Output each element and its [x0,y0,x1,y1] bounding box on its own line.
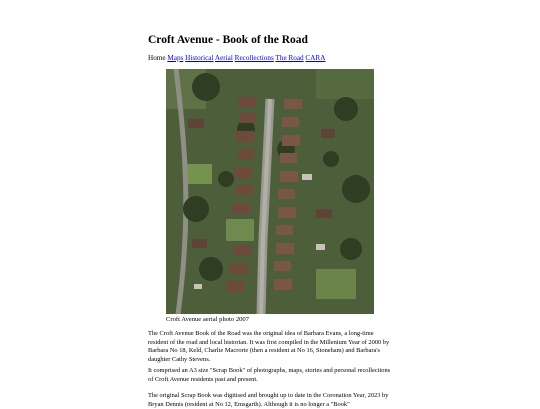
nav-link-historical[interactable]: Historical [185,54,214,62]
aerial-photo [166,69,374,314]
paragraph-intro: The Croft Avenue Book of the Road was the original idea of Barbara Evans, a long-time resident of the road and local historian. It was first compiled in the Millenium Year of 2000 by Barbara No 18, Keld, Charlie Macrorie (then a resident at No 16, Stoneham) and Barbara's daughter Cathy Stevens. [148,330,390,363]
page-title: Croft Avenue - Book of the Road [148,34,308,46]
nav-home: Home [148,54,166,62]
paragraph-digitised: The original Scrap Book was digitised and brought up to date in the Coronation Year, 2023 by Bryan Dennis (resident at No 12, Emsgarth). Although it is no longer a "Book" [148,392,389,408]
paragraph-scrapbook: It comprised an A3 size "Scrap Book" of photographs, maps, stories and personal recollections of Croft Avenue residents past and present. [148,367,391,383]
nav-bar [148,54,325,62]
nav-link-recollections[interactable]: Recollections [234,54,274,62]
nav-link-the-road[interactable]: The Road [275,54,304,62]
nav-link-aerial[interactable]: Aerial [214,54,233,62]
nav-link-maps[interactable]: Maps [167,54,184,62]
nav-link-cara[interactable]: CARA [305,54,326,62]
aerial-photo-graphic [166,69,374,314]
photo-caption: Croft Avenue aerial photo 2007 [166,316,250,323]
